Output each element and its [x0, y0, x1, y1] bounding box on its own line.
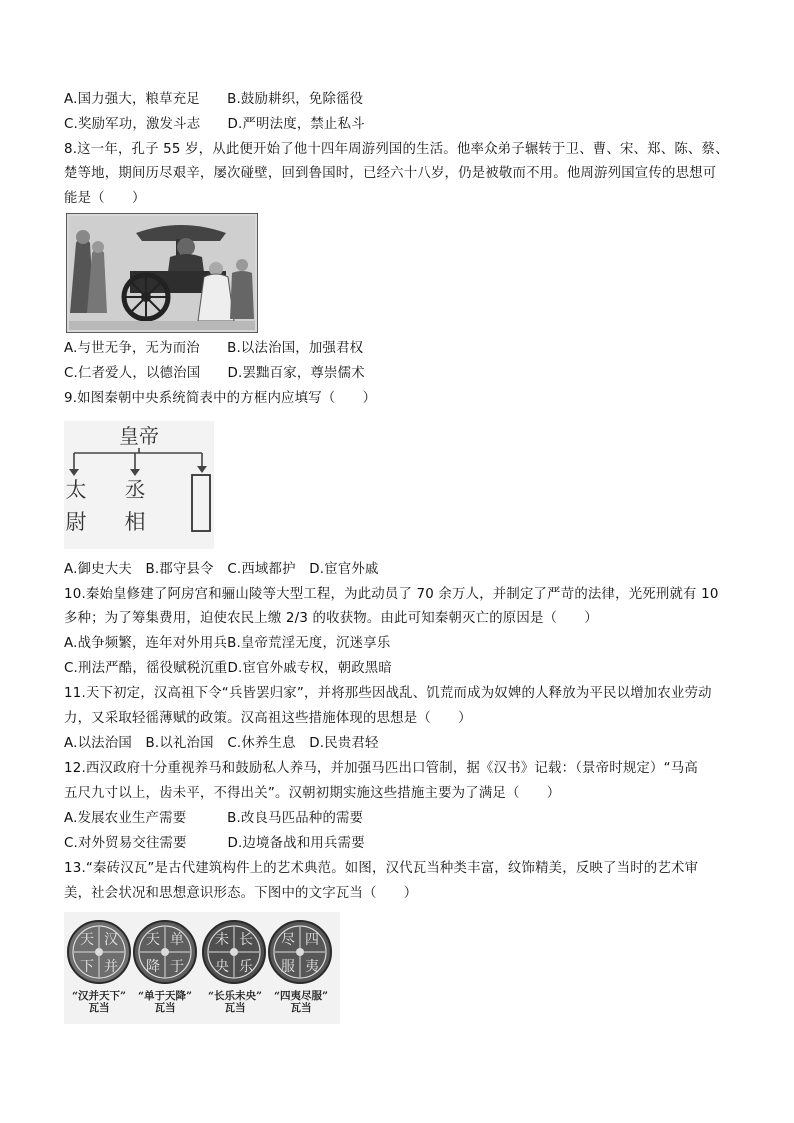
q8-stem-line1: 8.这一年，孔子 55 岁，从此便开始了他十四年周游列国的生活。他率众弟子辗转于卫、曹、宋、郑、陈、蔡、: [64, 142, 729, 157]
tile-caption-3: [200, 990, 270, 1014]
tile-end-4: [269, 921, 331, 983]
q8-stem-line2: 楚等地，期间历尽艰辛，屡次碰壁，回到鲁国时，已经六十八岁，仍是被敬而不用。他周游列国宣传的思想可: [64, 166, 717, 181]
tile-end-char: 下: [80, 959, 94, 975]
q7-options-line2: C.奖励军功，激发斗志 D.严明法度，禁止私斗: [64, 117, 365, 132]
tile-end-char: 乐: [239, 959, 253, 975]
tile-caption-4-line1: “四夷尽服”: [273, 990, 329, 1002]
tile-end-char: 长: [239, 932, 253, 948]
tile-end-hub: [230, 948, 238, 956]
tile-end-hub: [95, 948, 103, 956]
tile-end-char: 单: [170, 932, 184, 948]
tile-end-char: 汉: [104, 932, 118, 948]
q13-stem-line2: 美，社会状况和思想意识形态。下图中的文字瓦当（ ）: [64, 886, 418, 901]
chart-blank-box: [192, 475, 210, 531]
tile-end-char: 四: [305, 932, 319, 948]
q10-stem-line2: 多种；为了筹集费用，迫使农民上缴 2/3 的收获物。由此可知秦朝灭亡的原因是（ ）: [64, 611, 598, 626]
q11-options: A.以法治国 B.以礼治国 C.休养生息 D.民贵君轻: [64, 736, 379, 751]
q12-options-line2: C.对外贸易交往需要 D.边境备战和用兵需要: [64, 836, 365, 851]
q8-stem-line3: 能是（ ）: [64, 191, 146, 206]
tile-ends-image: [64, 912, 340, 1024]
chart-chengxiang-char1: 丞: [124, 478, 146, 502]
tile-caption-4: [266, 990, 336, 1014]
confucius-chariot-illustration: [66, 213, 258, 333]
confucius-chariot-image: [66, 213, 258, 333]
q11-stem-line1: 11.天下初定，汉高祖下令“兵皆罢归家”，并将那些因战乱、饥荒而成为奴婢的人释放为平民以增加农业劳动: [64, 686, 712, 701]
q9-options: A.御史大夫 B.郡守县令 C.西域都护 D.宦官外戚: [64, 562, 379, 577]
tile-caption-3-line2: 瓦当: [224, 1002, 246, 1014]
tile-end-hub: [161, 948, 169, 956]
q12-stem-line1: 12.西汉政府十分重视养马和鼓励私人养马，并加强马匹出口管制，据《汉书》记载：（景帝时规定）“马高: [64, 761, 698, 776]
chart-chengxiang-char2: 相: [124, 510, 146, 534]
tile-end-char: 尽: [281, 932, 295, 948]
tile-end-char: 降: [146, 959, 160, 975]
tile-caption-2: [130, 990, 200, 1014]
tile-end-char: 服: [281, 959, 295, 975]
q8-options-line1: A.与世无争，无为而治 B.以法治国，加强君权: [64, 341, 364, 356]
q13-stem-line1: 13.“秦砖汉瓦”是古代建筑构件上的艺术典范。如图，汉代瓦当种类丰富，纹饰精美，反映了当时的艺术审: [64, 861, 699, 876]
q7-options-line1: A.国力强大，粮草充足 B.鼓励耕织，免除徭役: [64, 92, 364, 107]
tile-end-char: 央: [215, 959, 229, 975]
q11-stem-line2: 力，又采取轻徭薄赋的政策。汉高祖这些措施体现的思想是（ ）: [64, 711, 472, 726]
tile-end-3: [203, 921, 265, 983]
tile-end-char: 夷: [305, 959, 319, 975]
tile-caption-1: [64, 990, 134, 1014]
tile-caption-4-line2: 瓦当: [290, 1002, 312, 1014]
org-chart-svg: [64, 421, 214, 549]
chart-taiwei-char1: 太: [65, 478, 87, 502]
tile-ends-svg: [64, 912, 340, 990]
tile-end-2: [134, 921, 196, 983]
tile-end-char: 于: [170, 959, 184, 975]
q12-stem-line2: 五尺九寸以上，齿未平，不得出关”。汉朝初期实施这些措施主要为了满足（ ）: [64, 786, 561, 801]
qin-central-system-chart: [64, 421, 214, 549]
tile-end-char: 并: [104, 959, 118, 975]
tile-caption-1-line1: “汉并天下”: [71, 990, 127, 1002]
tile-end-1: [68, 921, 130, 983]
chart-taiwei-char2: 尉: [65, 510, 87, 534]
q12-options-line1: A.发展农业生产需要 B.改良马匹品种的需要: [64, 811, 364, 826]
q8-options-line2: C.仁者爱人，以德治国 D.罢黜百家，尊崇儒术: [64, 366, 365, 381]
tile-end-hub: [296, 948, 304, 956]
q10-stem-line1: 10.秦始皇修建了阿房宫和骊山陵等大型工程，为此动员了 70 余万人，并制定了严苛的法律，光死刑就有 10: [64, 587, 719, 602]
tile-end-char: 未: [215, 932, 229, 948]
tile-caption-2-line1: “单于天降”: [137, 990, 193, 1002]
tile-caption-3-line1: “长乐未央”: [207, 990, 263, 1002]
tile-caption-1-line2: 瓦当: [88, 1002, 110, 1014]
q10-options-line1: A.战争频繁，连年对外用兵B.皇帝荒淫无度，沉迷享乐: [64, 636, 391, 651]
q10-options-line2: C.刑法严酷，徭役赋税沉重D.宦官外戚专权，朝政黑暗: [64, 661, 392, 676]
tile-end-char: 天: [80, 932, 94, 948]
q9-stem: 9.如图秦朝中央系统简表中的方框内应填写（ ）: [64, 391, 377, 406]
tile-end-char: 天: [146, 932, 160, 948]
chart-emperor-label: 皇帝: [119, 424, 159, 448]
tile-caption-2-line2: 瓦当: [154, 1002, 176, 1014]
